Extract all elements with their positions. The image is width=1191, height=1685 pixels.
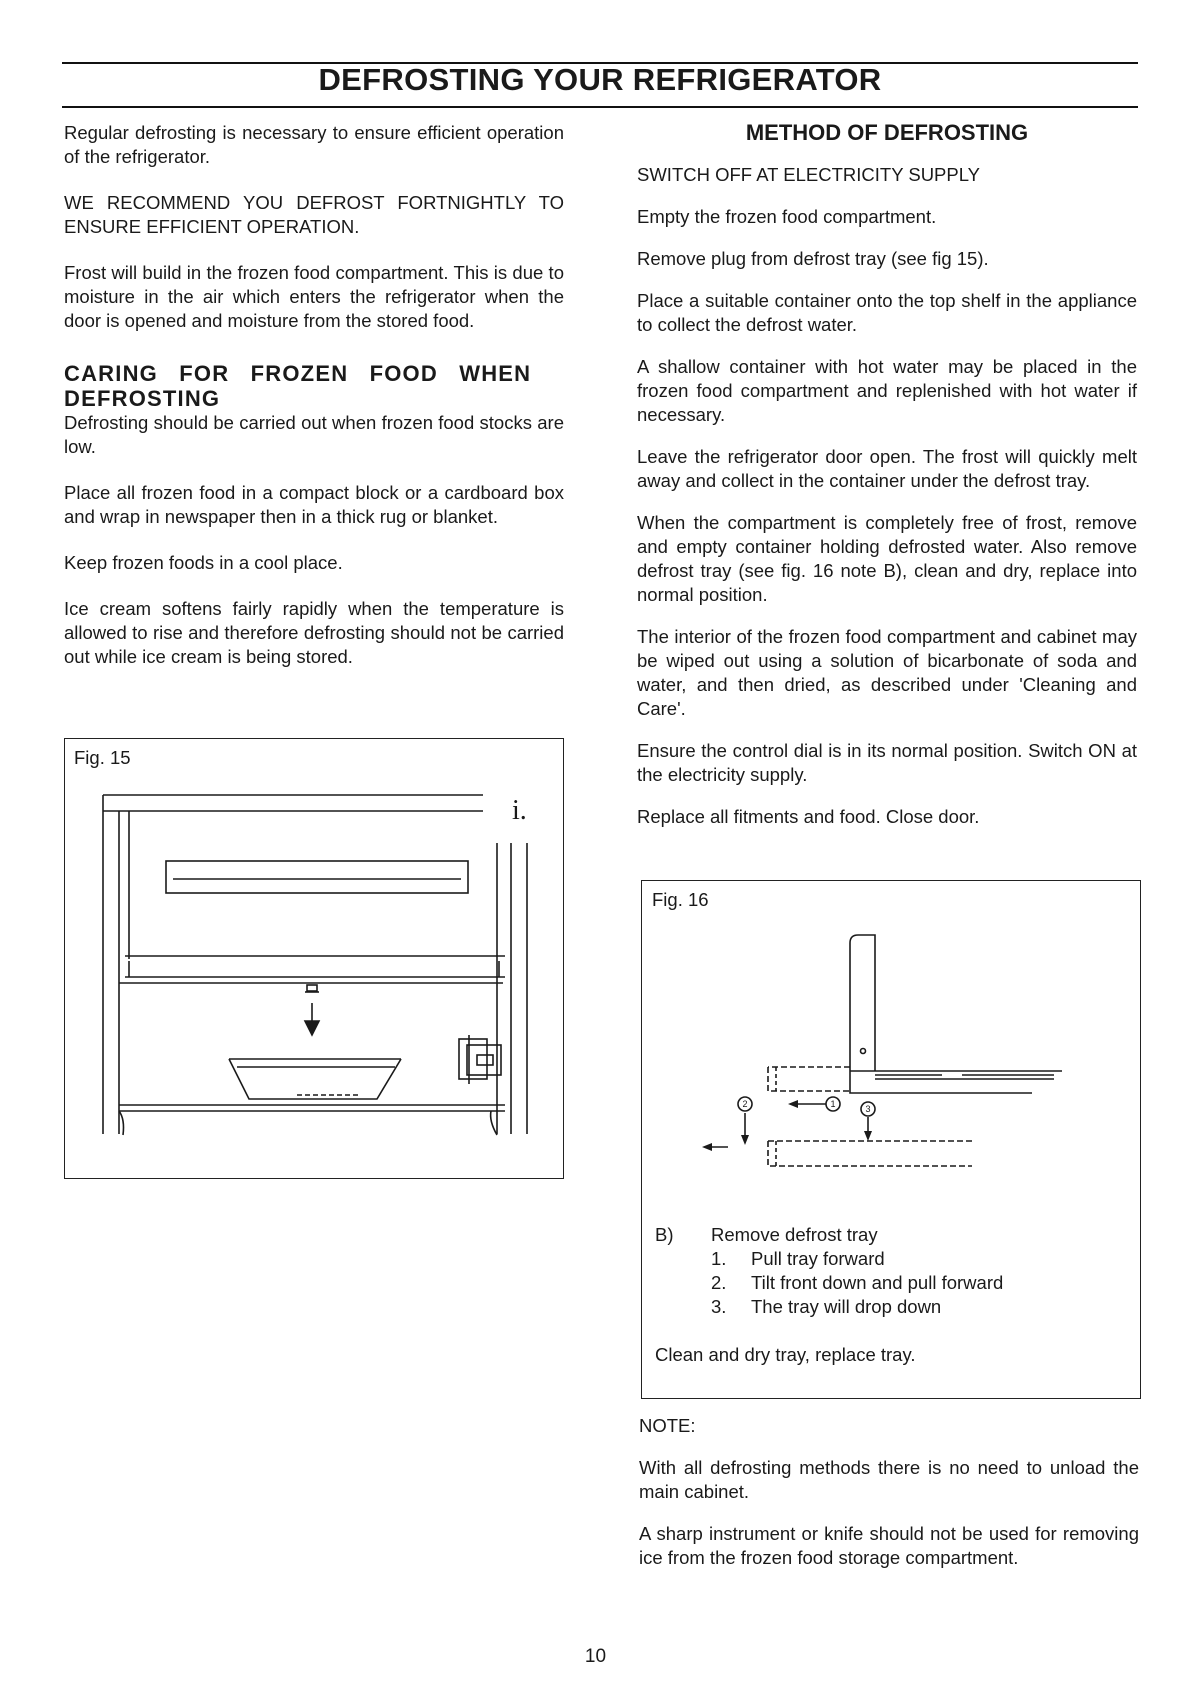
instruction: Ensure the control dial is in its normal position. Switch ON at the electricity supply.: [637, 740, 1137, 785]
note-letter: B): [655, 1224, 674, 1245]
section-heading: METHOD OF DEFROSTING: [745, 120, 1029, 145]
figure-15: [64, 738, 564, 1179]
paragraph: Ice cream softens fairly rapidly when the temperature is allowed to rise and therefore defrosting should not be carried out while ice cream is being stored.: [64, 598, 564, 667]
figure-label: Fig. 15: [74, 747, 131, 768]
step-number: 1.: [711, 1248, 727, 1269]
figure-16: [641, 880, 1141, 1399]
note-title: Remove defrost tray: [711, 1224, 878, 1245]
paragraph: Regular defrosting is necessary to ensure efficient operation of the refrigerator.: [64, 122, 564, 167]
fig15-mark: i.: [512, 795, 527, 826]
fig16-diagram: [642, 881, 1142, 1211]
fig15-diagram: [65, 739, 565, 1180]
right-column: [637, 120, 1137, 829]
left-column: [64, 121, 564, 669]
instruction: Remove plug from defrost tray (see fig 15).: [637, 248, 989, 269]
paragraph: Frost will build in the frozen food compartment. This is due to moisture in the air which enters the refrigerator when the door is opened and moisture from the stored food.: [64, 262, 564, 331]
title-underline: [62, 106, 1138, 108]
paragraph: Place all frozen food in a compact block or a cardboard box and wrap in newspaper then in a thick rug or blanket.: [64, 482, 564, 527]
instruction: Replace all fitments and food. Close door.: [637, 806, 980, 827]
fig16-footer: Clean and dry tray, replace tray.: [655, 1344, 916, 1365]
paragraph: Defrosting should be carried out when frozen food stocks are low.: [64, 412, 564, 457]
page-number: 10: [584, 1646, 607, 1667]
step-text: The tray will drop down: [751, 1296, 942, 1317]
fig16-notes: [655, 1223, 1125, 1367]
instruction: Empty the frozen food compartment.: [637, 206, 937, 227]
recommendation: WE RECOMMEND YOU DEFROST FORTNIGHTLY TO ENSURE EFFICIENT OPERATION.: [64, 192, 564, 237]
note-paragraph: With all defrosting methods there is no need to unload the main cabinet.: [639, 1457, 1139, 1502]
instruction: Leave the refrigerator door open. The frost will quickly melt away and collect in the container under the defrost tray.: [637, 446, 1137, 491]
instruction: A shallow container with hot water may be placed in the frozen food compartment and replenished with hot water if necessary.: [637, 356, 1137, 425]
instruction: SWITCH OFF AT ELECTRICITY SUPPLY: [637, 164, 980, 185]
note-section: [639, 1414, 1139, 1570]
callout-2: 2: [742, 1099, 748, 1109]
page-title: DEFROSTING YOUR REFRIGERATOR: [318, 62, 882, 97]
step-text: Tilt front down and pull forward: [751, 1272, 1004, 1293]
figure-label: Fig. 16: [652, 889, 709, 910]
step-text: Pull tray forward: [751, 1248, 885, 1269]
callout-3: 3: [865, 1104, 871, 1114]
instruction: When the compartment is completely free of frost, remove and empty container holding defrosted water. Also remove defrost tray (see fig. 16 note B), clean and dry, replace into normal position.: [637, 512, 1137, 605]
note-label: NOTE:: [639, 1415, 696, 1436]
step-number: 3.: [711, 1296, 727, 1317]
paragraph: Keep frozen foods in a cool place.: [64, 552, 343, 573]
section-heading: CARING FOR FROZEN FOOD WHEN DEFROSTING: [64, 361, 532, 411]
note-paragraph: A sharp instrument or knife should not be used for removing ice from the frozen food storage compartment.: [639, 1523, 1139, 1568]
instruction: The interior of the frozen food compartment and cabinet may be wiped out using a solution of bicarbonate of soda and water, and then dried, as described under 'Cleaning and Care'.: [637, 626, 1137, 719]
step-number: 2.: [711, 1272, 727, 1293]
callout-1: 1: [830, 1099, 836, 1109]
instruction: Place a suitable container onto the top shelf in the appliance to collect the defrost water.: [637, 290, 1137, 335]
